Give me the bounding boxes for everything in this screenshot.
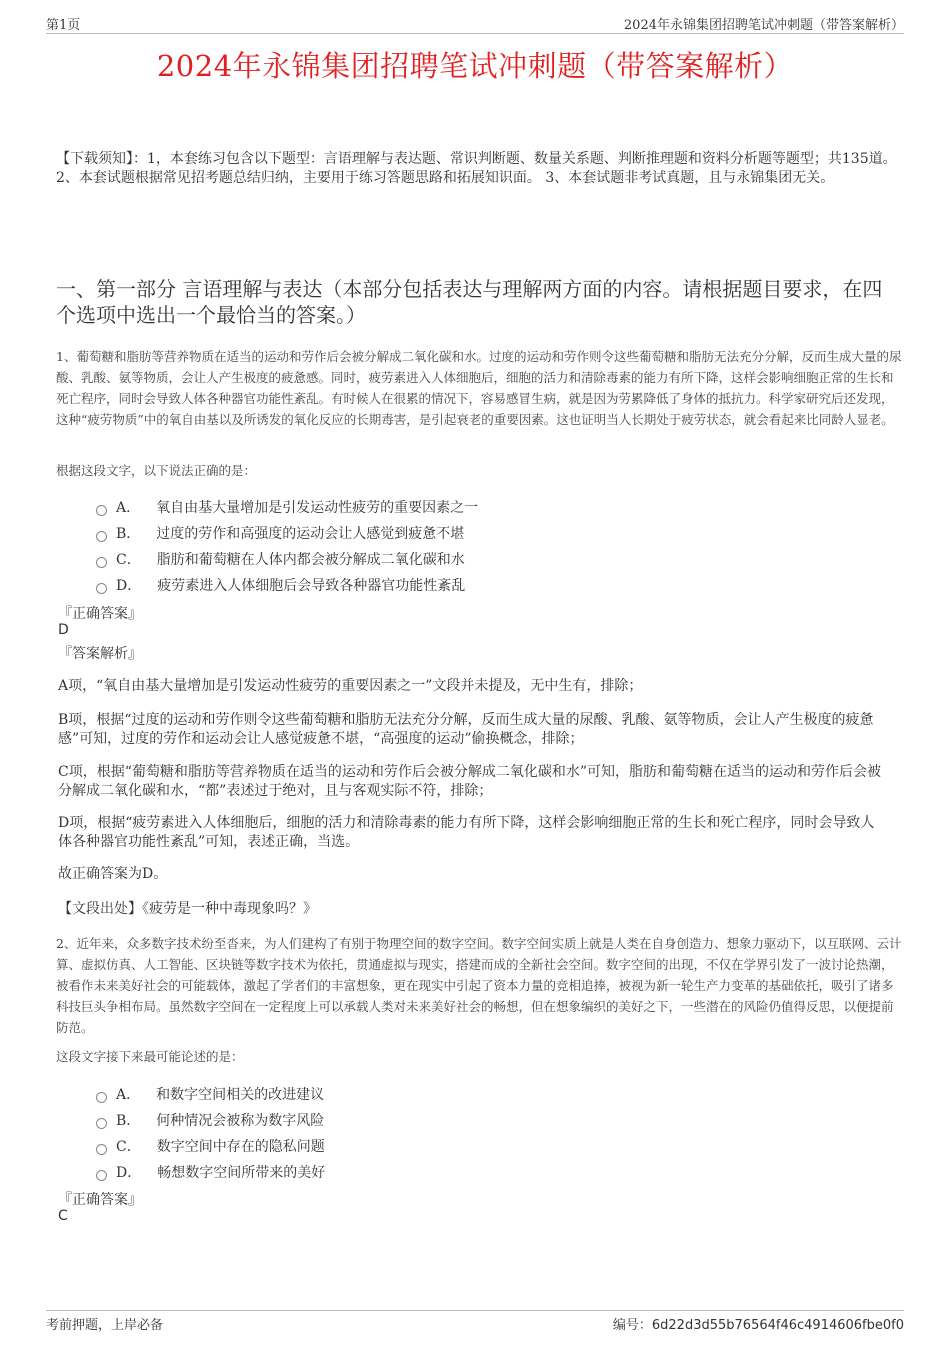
q2-passage: 2、近年来，众多数字技术纷至沓来，为人们建构了有别于物理空间的数字空间。数字空间实质上就是人类在自身创造力、想象力驱动下，以互联网、云计算、虚拟仿真、人工智能、区块链等数字技术为依托，贯通虚拟与现实，搭建而成的全新社会空间。数字空间的出现，不仅在学界引发了一波讨论热潮，被看作未来美好社会的可能载体，激起了学者们的丰富想象，更在现实中引起了资本力量的竞相追捧，被视为新一轮生产力变革的基础依托，吸引了诸多科技巨头争相布局。虽然数字空间在一定程度上可以承载人类对未来美好社会的畅想，但在想象编织的美好之下，一些潜在的风险仍值得反思，以便提前防范。 — [56, 936, 902, 1035]
option-text: 数字空间中存在的隐私问题 — [156, 1139, 325, 1155]
q2-option-b[interactable] — [96, 1110, 324, 1130]
q1-analysis-label: 『答案解析』 — [58, 646, 142, 662]
q1-analysis-d: D项，根据“疲劳素进入人体细胞后，细胞的活力和清除毒素的能力有所下降，这样会影响细胞正常的生长和死亡程序，同时会导致人体各种器官功能性紊乱”可知，表述正确，当选。 — [58, 815, 875, 850]
q1-conclusion: 故正确答案为D。 — [58, 866, 168, 882]
option-text: 氧自由基大量增加是引发运动性疲劳的重要因素之一 — [156, 500, 479, 516]
radio-icon[interactable] — [96, 1144, 107, 1155]
q2-answer: C — [58, 1208, 68, 1224]
header-divider — [46, 33, 904, 34]
option-letter: B． — [116, 526, 141, 542]
radio-icon[interactable] — [96, 531, 107, 542]
option-text: 和数字空间相关的改进建议 — [156, 1087, 325, 1103]
download-notice: 【下载须知】：1，本套练习包含以下题型：言语理解与表达题、常识判断题、数量关系题、判断推理题和资料分析题等题型；共135道。 2、本套试题根据常见招考题总结归纳，主要用于练习答题思路和拓展知识面。 3、本套试题非考试真题，且与永锦集团无关。 — [56, 151, 897, 186]
page-number: 第1页 — [46, 18, 81, 33]
option-letter: D． — [116, 578, 142, 594]
q1-source: 【文段出处】《疲劳是一种中毒现象吗？》 — [58, 901, 317, 917]
header-doc-title: 2024年永锦集团招聘笔试冲刺题（带答案解析） — [623, 18, 904, 33]
q1-analysis-a: A项，“氧自由基大量增加是引发运动性疲劳的重要因素之一”文段并未提及，无中生有，排除； — [58, 678, 643, 694]
option-text: 脂肪和葡萄糖在人体内都会被分解成二氧化碳和水 — [156, 552, 465, 568]
q2-option-c[interactable] — [96, 1136, 325, 1156]
q1-passage: 1、葡萄糖和脂肪等营养物质在适当的运动和劳作后会被分解成二氧化碳和水。过度的运动和劳作则令这些葡萄糖和脂肪无法充分分解，反而生成大量的尿酸、乳酸、氨等物质，会让人产生极度的疲惫感。同时，疲劳素进入人体细胞后，细胞的活力和清除毒素的能力有所下降，这样会影响细胞正常的生长和死亡程序，同时会导致人体各种器官功能性紊乱。有时候人在很累的情况下，容易感冒生病，就是因为劳累降低了身体的抵抗力。科学家研究后还发现，这种“疲劳物质”中的氧自由基以及所诱发的氧化反应的长期毒害，是引起衰老的重要因素。这也证明当人长期处于疲劳状态，就会看起来比同龄人显老。 — [56, 349, 902, 427]
radio-icon[interactable] — [96, 505, 107, 516]
q1-option-a[interactable] — [96, 497, 478, 517]
option-letter: C． — [116, 552, 141, 568]
q1-answer-label: 『正确答案』 — [58, 606, 142, 622]
footer-slogan: 考前押题，上岸必备 — [46, 1318, 164, 1333]
option-letter: C． — [116, 1139, 141, 1155]
option-text: 何种情况会被称为数字风险 — [156, 1113, 325, 1129]
page-title: 2024年永锦集团招聘笔试冲刺题（带答案解析） — [156, 49, 794, 83]
option-letter: A． — [116, 1087, 141, 1103]
q2-option-a[interactable] — [96, 1084, 324, 1104]
footer-code-label: 编号： — [612, 1318, 652, 1333]
section-heading: 一、第一部分 言语理解与表达（本部分包括表达与理解两方面的内容。请根据题目要求，在四个选项中选出一个最恰当的答案。） — [56, 277, 883, 327]
footer-code-value: 6d22d3d55b76564f46c4914606fbe0f0 — [651, 1318, 904, 1333]
option-text: 疲劳素进入人体细胞后会导致各种器官功能性紊乱 — [157, 578, 466, 594]
q1-option-d[interactable] — [96, 575, 465, 595]
radio-icon[interactable] — [96, 583, 107, 594]
option-letter: B． — [116, 1113, 141, 1129]
option-text: 过度的劳作和高强度的运动会让人感觉到疲惫不堪 — [156, 526, 465, 542]
option-letter: D． — [116, 1165, 142, 1181]
q2-option-d[interactable] — [96, 1162, 325, 1182]
q1-answer: D — [58, 622, 69, 638]
q1-option-c[interactable] — [96, 549, 465, 569]
radio-icon[interactable] — [96, 1170, 107, 1181]
q2-answer-label: 『正确答案』 — [58, 1192, 142, 1208]
option-text: 畅想数字空间所带来的美好 — [157, 1165, 326, 1181]
footer-code — [613, 1314, 904, 1333]
q1-analysis-c: C项，根据“葡萄糖和脂肪等营养物质在适当的运动和劳作后会被分解成二氧化碳和水”可知，脂肪和葡萄糖在适当的运动和劳作后会被分解成二氧化碳和水，“都”表述过于绝对，且与客观实际不符，排除； — [58, 764, 882, 799]
radio-icon[interactable] — [96, 1118, 107, 1129]
radio-icon[interactable] — [96, 557, 107, 568]
radio-icon[interactable] — [96, 1092, 107, 1103]
q1-analysis-b: B项，根据“过度的运动和劳作则令这些葡萄糖和脂肪无法充分分解，反而生成大量的尿酸、乳酸、氨等物质，会让人产生极度的疲惫感”可知，过度的劳作和运动会让人感觉疲惫不堪，“高强度的运动”偷换概念，排除； — [58, 712, 874, 747]
footer-divider — [46, 1310, 904, 1311]
q1-option-b[interactable] — [96, 523, 464, 543]
q1-prompt: 根据这段文字，以下说法正确的是： — [56, 463, 257, 478]
q2-prompt: 这段文字接下来最可能论述的是： — [56, 1049, 244, 1064]
option-letter: A． — [116, 500, 141, 516]
